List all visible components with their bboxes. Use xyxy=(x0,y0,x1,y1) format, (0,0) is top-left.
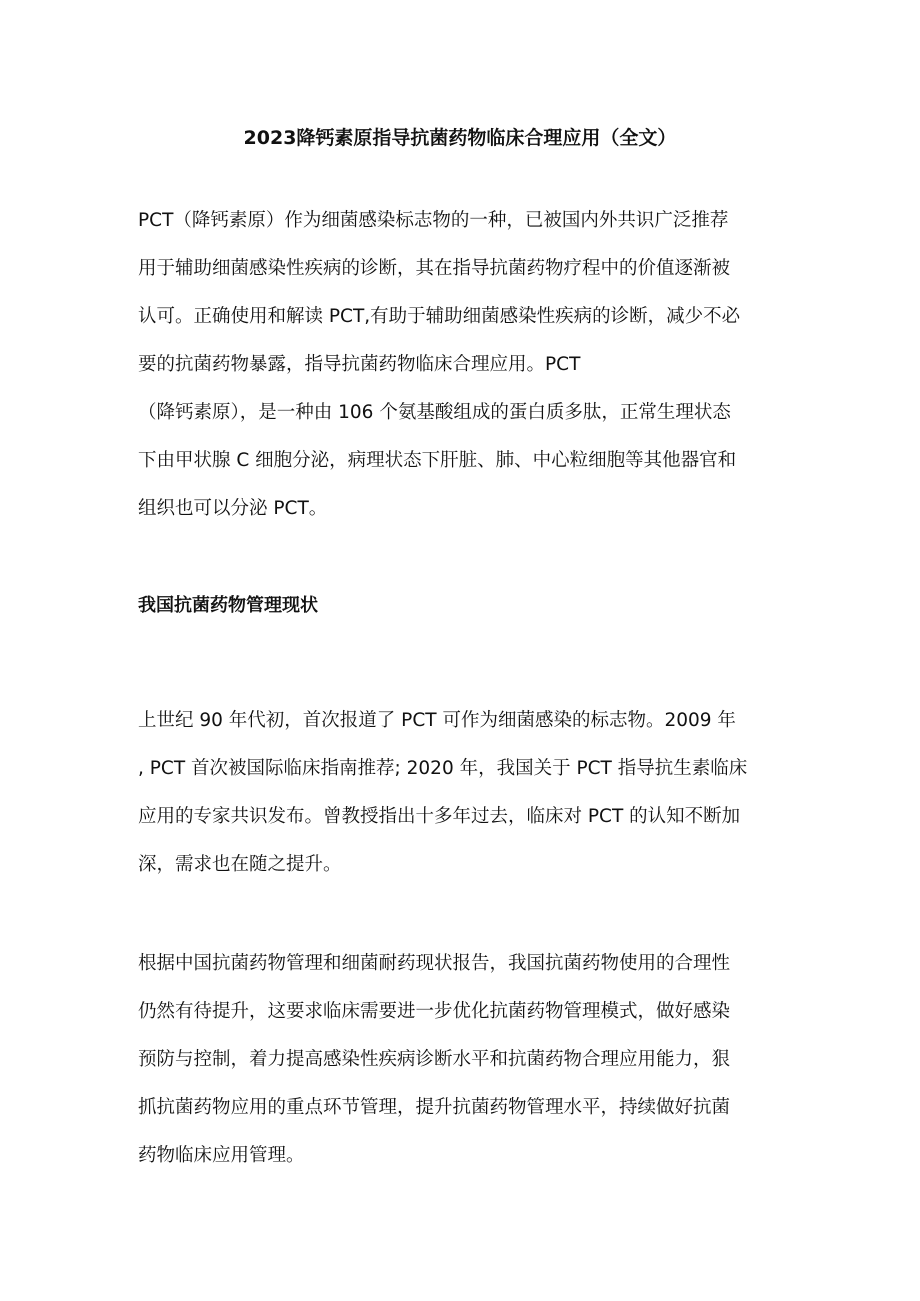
paragraph-line: 要的抗菌药物暴露，指导抗菌药物临床合理应用。PCT xyxy=(138,354,581,375)
paragraph-line: 应用的专家共识发布。曾教授指出十多年过去，临床对 PCT 的认知不断加 xyxy=(138,806,741,827)
paragraph-line: 认可。正确使用和解读 PCT,有助于辅助细菌感染性疾病的诊断，减少不必 xyxy=(138,306,741,327)
paragraph-line: 组织也可以分泌 PCT。 xyxy=(138,498,328,519)
paragraph-line: 预防与控制，着力提高感染性疾病诊断水平和抗菌药物合理应用能力，狠 xyxy=(138,1049,731,1070)
paragraph-line: PCT（降钙素原）作为细菌感染标志物的一种，已被国内外共识广泛推荐 xyxy=(138,210,729,231)
paragraph-line: 根据中国抗菌药物管理和细菌耐药现状报告，我国抗菌药物使用的合理性 xyxy=(138,953,731,974)
paragraph-line: （降钙素原），是一种由 106 个氨基酸组成的蛋白质多肽，正常生理状态 xyxy=(138,402,731,423)
document-title: 2023降钙素原指导抗菌药物临床合理应用（全文） xyxy=(243,127,677,149)
paragraph-line: 深，需求也在随之提升。 xyxy=(138,854,342,875)
paragraph-line: 上世纪 90 年代初，首次报道了 PCT 可作为细菌感染的标志物。2009 年 xyxy=(138,710,736,731)
paragraph-line: 药物临床应用管理。 xyxy=(138,1145,305,1166)
paragraph-line: 仍然有待提升，这要求临床需要进一步优化抗菌药物管理模式，做好感染 xyxy=(138,1001,731,1022)
paragraph-line: 下由甲状腺 C 细胞分泌，病理状态下肝脏、肺、中心粒细胞等其他器官和 xyxy=(138,450,737,471)
paragraph-line: 用于辅助细菌感染性疾病的诊断，其在指导抗菌药物疗程中的价值逐渐被 xyxy=(138,258,731,279)
paragraph-line: 抓抗菌药物应用的重点环节管理，提升抗菌药物管理水平，持续做好抗菌 xyxy=(138,1097,731,1118)
section-heading: 我国抗菌药物管理现状 xyxy=(138,595,318,616)
paragraph-line: , PCT 首次被国际临床指南推荐; 2020 年，我国关于 PCT 指导抗生素临床 xyxy=(138,758,748,779)
